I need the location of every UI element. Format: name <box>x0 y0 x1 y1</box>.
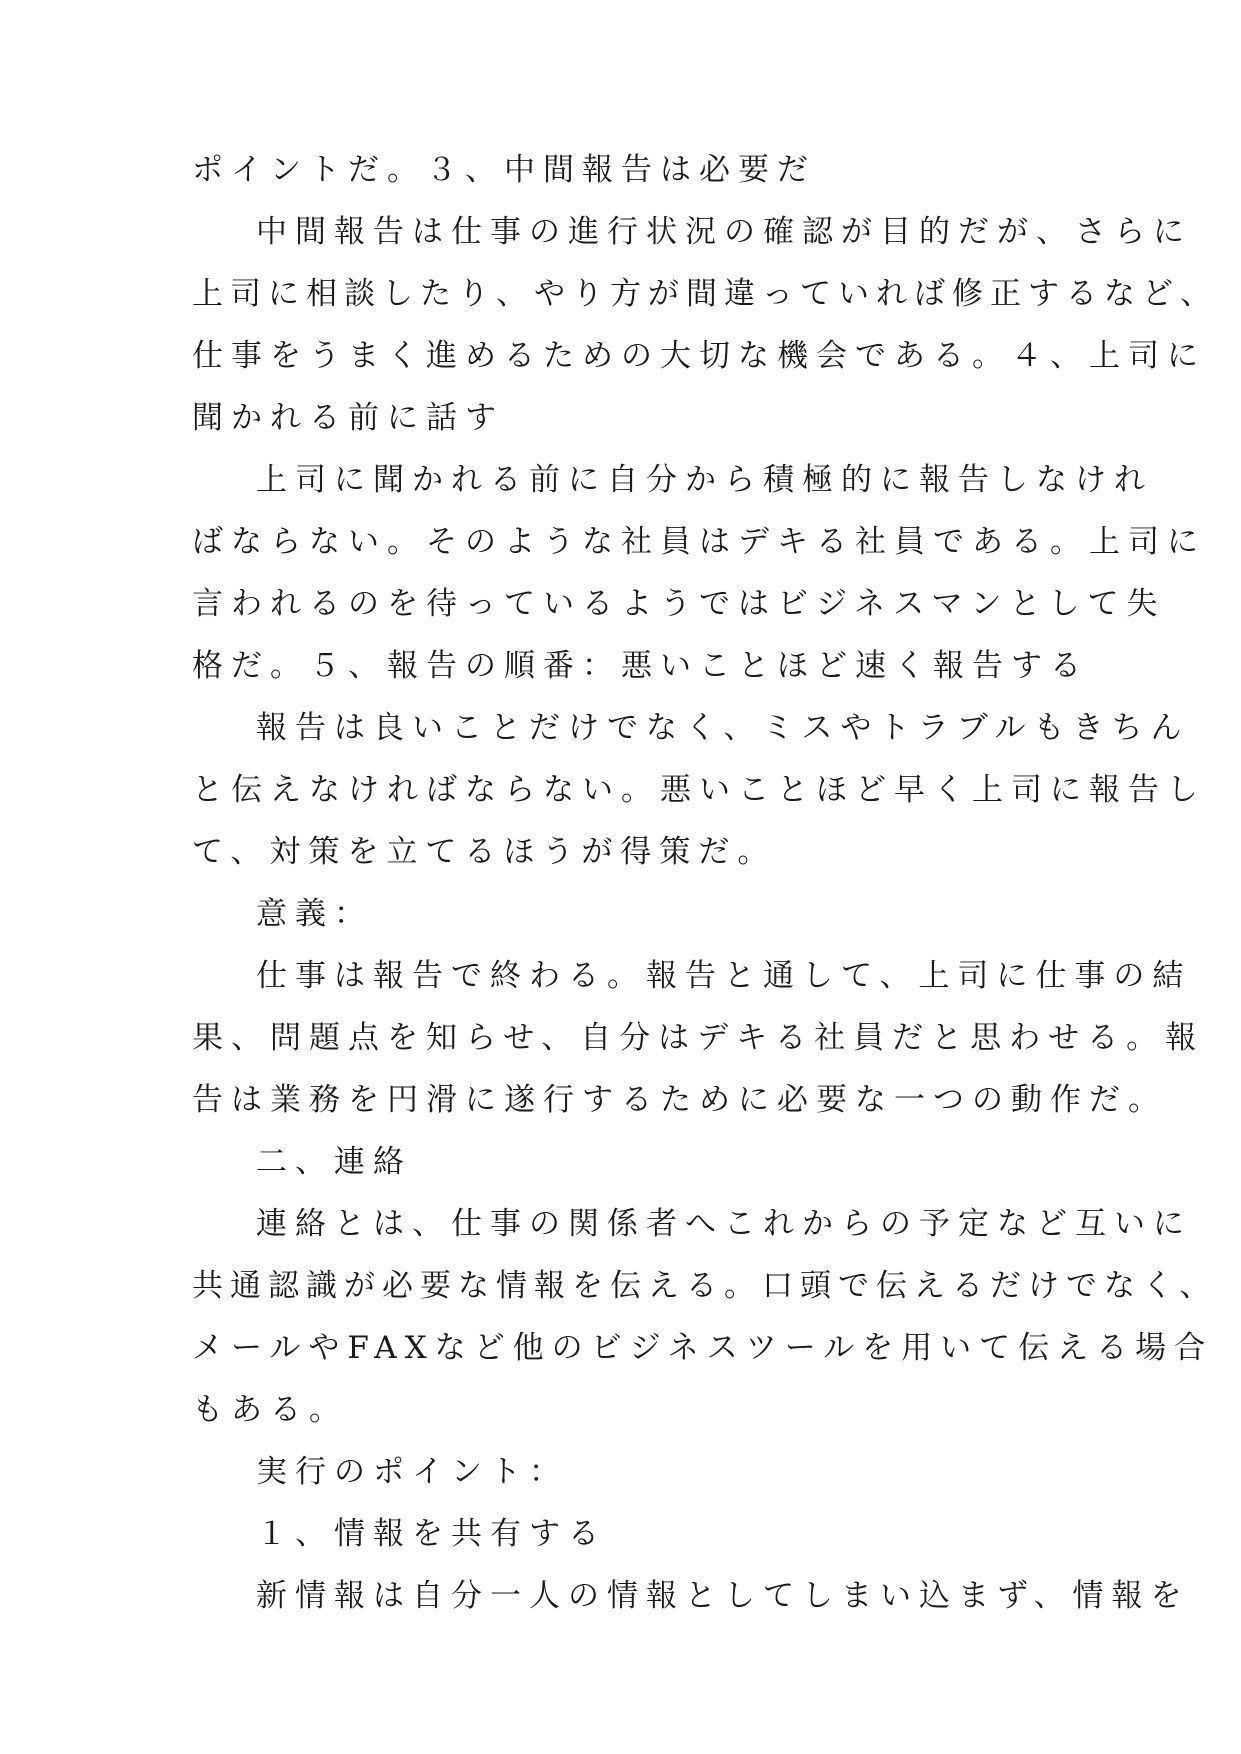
text-line: 格だ。５、報告の順番：悪いことほど速く報告する <box>192 648 1089 684</box>
text-line: て、対策を立てるほうが得策だ。 <box>192 834 777 870</box>
text-line: 仕事は報告で終わる。報告と通して、上司に仕事の結 <box>256 958 1192 994</box>
text-line: 上司に相談したり、やり方が間違っていれば修正するなど、 <box>192 276 1218 312</box>
text-line: ばならない。そのような社員はデキる社員である。上司に <box>192 524 1206 560</box>
text-line: 仕事をうまく進めるための大切な機会である。４、上司に <box>192 338 1206 374</box>
text-line: 共通認識が必要な情報を伝える。口頭で伝えるだけでなく、 <box>192 1268 1218 1304</box>
text-line: 聞かれる前に話す <box>192 400 504 436</box>
text-line: 言われるのを待っているようではビジネスマンとして失 <box>192 586 1166 622</box>
text-line: 上司に聞かれる前に自分から積極的に報告しなけれ <box>256 462 1153 498</box>
section-heading: 二、連絡 <box>256 1144 412 1180</box>
section-heading: 意義： <box>256 896 373 932</box>
text-line: 新情報は自分一人の情報としてしまい込まず、情報を <box>256 1578 1190 1614</box>
text-line: もある。 <box>192 1392 348 1428</box>
text-line: と伝えなければならない。悪いことほど早く上司に報告し <box>192 772 1206 808</box>
list-item: １、情報を共有する <box>256 1516 607 1552</box>
text-line: 報告は良いことだけでなく、ミスやトラブルもきちん <box>256 710 1190 746</box>
text-line: 果、問題点を知らせ、自分はデキる社員だと思わせる。報 <box>192 1020 1205 1056</box>
text-line: メールやFAXなど他のビジネスツールを用いて伝える場合 <box>192 1330 1214 1366</box>
text-line: 中間報告は仕事の進行状況の確認が目的だが、さらに <box>256 214 1192 250</box>
text-line: ポイントだ。３、中間報告は必要だ <box>192 152 816 188</box>
text-line: 連絡とは、仕事の関係者へこれからの予定など互いに <box>256 1206 1192 1242</box>
section-heading: 実行のポイント： <box>256 1454 568 1490</box>
text-line: 告は業務を円滑に遂行するために必要な一つの動作だ。 <box>192 1082 1167 1118</box>
